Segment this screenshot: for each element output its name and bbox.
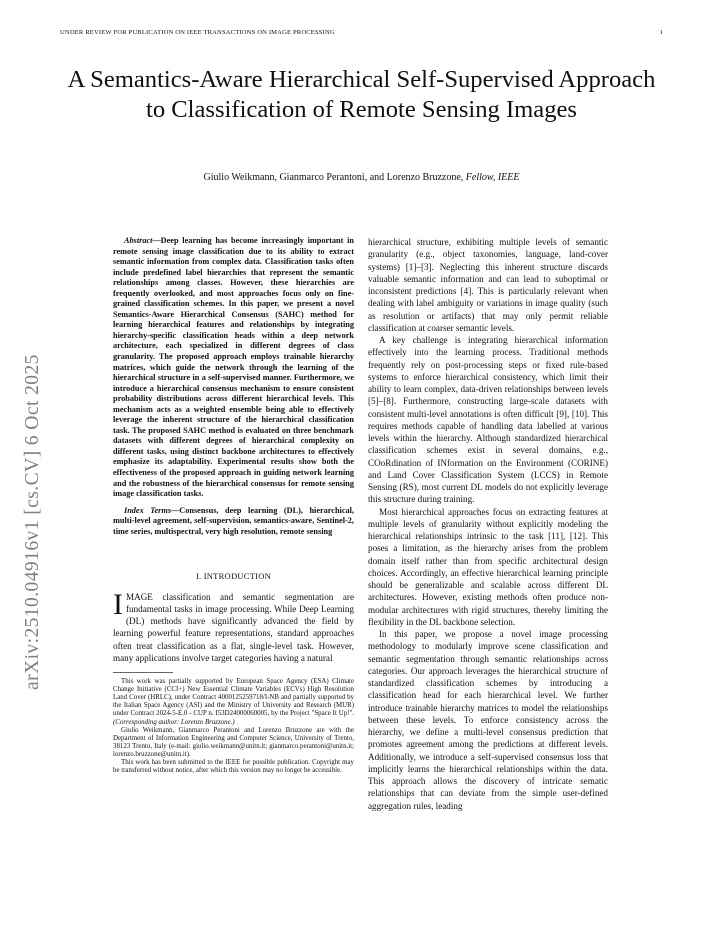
footnote-submission: This work has been submitted to the IEEE for possible publication. Copyright may be transferred without notice, after which this version may no longer be accessible. xyxy=(113,759,354,775)
index-terms-text: —Consensus, deep learning (DL), hierarchical, multi-level agreement, self-supervision, semantics-aware, Sentinel-2, time series, multispectral, very high resolution, remote sensing xyxy=(113,505,354,536)
intro-paragraph xyxy=(113,587,354,665)
running-header xyxy=(60,29,663,36)
body-paragraph: hierarchical structure, exhibiting multiple levels of semantic granularity (e.g., object taxonomies, language, land-cover systems) [1]–[3]. Neglecting this inherent structure discards valuable semantic information and can lead to suboptimal or inconsistent predictions [4]. This is particularly relevant when dealing with label ambiguity or variations in image quality (such as resolution or artifacts) that may only permit reliable classification at coarser semantic levels. xyxy=(368,237,608,333)
paper-title: A Semantics-Aware Hierarchical Self-Supervised Approach to Classification of Remote Sensing Images xyxy=(67,66,656,123)
running-head-text: UNDER REVIEW FOR PUBLICATION ON IEEE TRANSACTIONS ON IMAGE PROCESSING xyxy=(60,29,335,36)
left-column xyxy=(113,236,354,775)
abstract xyxy=(113,236,354,500)
page-number: 1 xyxy=(659,29,663,36)
author-names: Giulio Weikmann, Gianmarco Perantoni, and Lorenzo Bruzzone, xyxy=(203,172,464,183)
right-column xyxy=(368,236,608,812)
section-heading-introduction: I. INTRODUCTION xyxy=(195,571,272,582)
footnote-corresponding-author: (Corresponding author: Lorenzo Bruzzone.) xyxy=(113,718,235,726)
body-paragraph: A key challenge is integrating hierarchical information effectively into the learning process. Traditional methods frequently rely on post-processing steps or fixed rule-based systems to enforce hierarchical consistency, which limit their ability to learn complex, data-driven relationships between levels [5]–[8]. Furthermore, constructing large-scale datasets with consistent multi-level annotations is often difficult [9], [10]. This requires methods capable of handling data labelled at various levels within the hierarchy. Although standardized hierarchical classification schemes exist in several domains, e.g., COoRdination of INformation on the Environment (CORINE) and Land Cover Classification System (LCCS) in Remote Sensing (RS), most current DL models do not explicitly leverage this structure during training. xyxy=(368,335,608,505)
body-paragraph: Most hierarchical approaches focus on extracting features at multiple levels of granularity without explicitly modeling the hierarchical relationships intrinsic to the task [11], [12]. This poses a limitation, as the hierarchy arises from the problem domain itself rather than from specific architectural design choices. Accordingly, an effective hierarchical learning principle should be generalizable and scalable across different DL architectures. However, existing methods often produce non-modular architectures with rigid structures, thereby limiting the flexibility in the DL backbone selection. xyxy=(368,506,608,627)
abstract-label: Abstract xyxy=(124,236,153,245)
intro-text: MAGE classification and semantic segmentation are fundamental tasks in image processing. While Deep Learning (DL) methods have significantly advanced the field by learning powerful feature representations, standard approaches often treat classification as a flat, single-level task. However, many applications involve target categories having a natural xyxy=(113,591,354,663)
drop-cap: I xyxy=(113,587,123,621)
footnote-affiliation: Giulio Weikmann, Gianmarco Perantoni and Lorenzo Bruzzone are with the Department of Information Engineering and Computer Science, University of Trento, 38123 Trento, Italy (e-mail: giulio.weikmann@unitn.it; gianmarco.perantoni@unitn.it; lorenzo.bruzzone@unitn.it). xyxy=(113,726,354,758)
footnote-rule xyxy=(113,672,173,673)
arxiv-stamp: arXiv:2510.04916v1 [cs.CV] 6 Oct 2025 xyxy=(22,354,43,690)
author-membership: Fellow, IEEE xyxy=(465,172,520,183)
author-line xyxy=(60,172,663,183)
body-paragraph: In this paper, we propose a novel image processing methodology to modularly improve scene classification and semantic segmentation through semantic relationships across categories. Our approach leverages the hierarchical structure of standardized classification schemes by introducing a classification head for each hierarchical level. We further introduce trainable hierarchy matrices to model the relationships between these levels. To enforce consistency across the hierarchy, we define a multi-level consensus prediction that promotes agreement among the predictions at different levels. Additionally, we introduce a self-supervised consensus loss that implicitly learns the hierarchical relationships within the data. This approach allows the discovery of intricate sematic relationships that can deviate from the simple user-defined aggregation rules, leading xyxy=(368,629,608,811)
index-terms-label: Index Terms xyxy=(124,505,172,515)
abstract-text: —Deep learning has become increasingly important in remote sensing image classification due to its ability to extract semantic information from complex data. Classification tasks often include predefined label hierarchies that represent the semantic relationships among classes. However, these hierarchies are frequently overlooked, and most approaches focus only on fine-grained classification schemes. In this paper, we present a novel Semantics-Aware Hierarchical Consensus (SAHC) method for learning hierarchical features and relationships by integrating hierarchy-specific classification heads within a deep network architecture, each specialized in different degrees of class granularity. The proposed approach employs trainable hierarchy matrices, which guide the network through the learning of the hierarchical structure in a self-supervised manner. Furthermore, we introduce a hierarchical consensus mechanism to ensure consistent probability distributions across different hierarchical levels. This mechanism acts as a weighted ensemble being able to effectively leverage the inherent structure of the hierarchical classification task. The proposed SAHC method is evaluated on three benchmark datasets with different degrees of hierarchical complexity on different tasks, using distinct backbone architectures to effectively emphasize its adaptability. Experimental results show both the effectiveness of the proposed approach in guiding network learning and the robustness of the hierarchical consensus for remote sensing image classification tasks. xyxy=(113,236,354,499)
footnote-funding-text: This work was partially supported by European Space Agency (ESA) Climate Change Initiative (CCI+) New Essential Climate Variables (ECVs) High Resolution Land Cover (HRLC), under Contract 4000125259718/I-NB and partially supported by the Italian Space Agency (ASI) and the Ministry of University and Research (MUR) under Contract 2024-5-E.0 - CUP n. I53D24000060005, by the Project "Space It Up!". xyxy=(113,678,354,718)
footnote-funding xyxy=(113,678,354,727)
index-terms xyxy=(113,506,354,538)
